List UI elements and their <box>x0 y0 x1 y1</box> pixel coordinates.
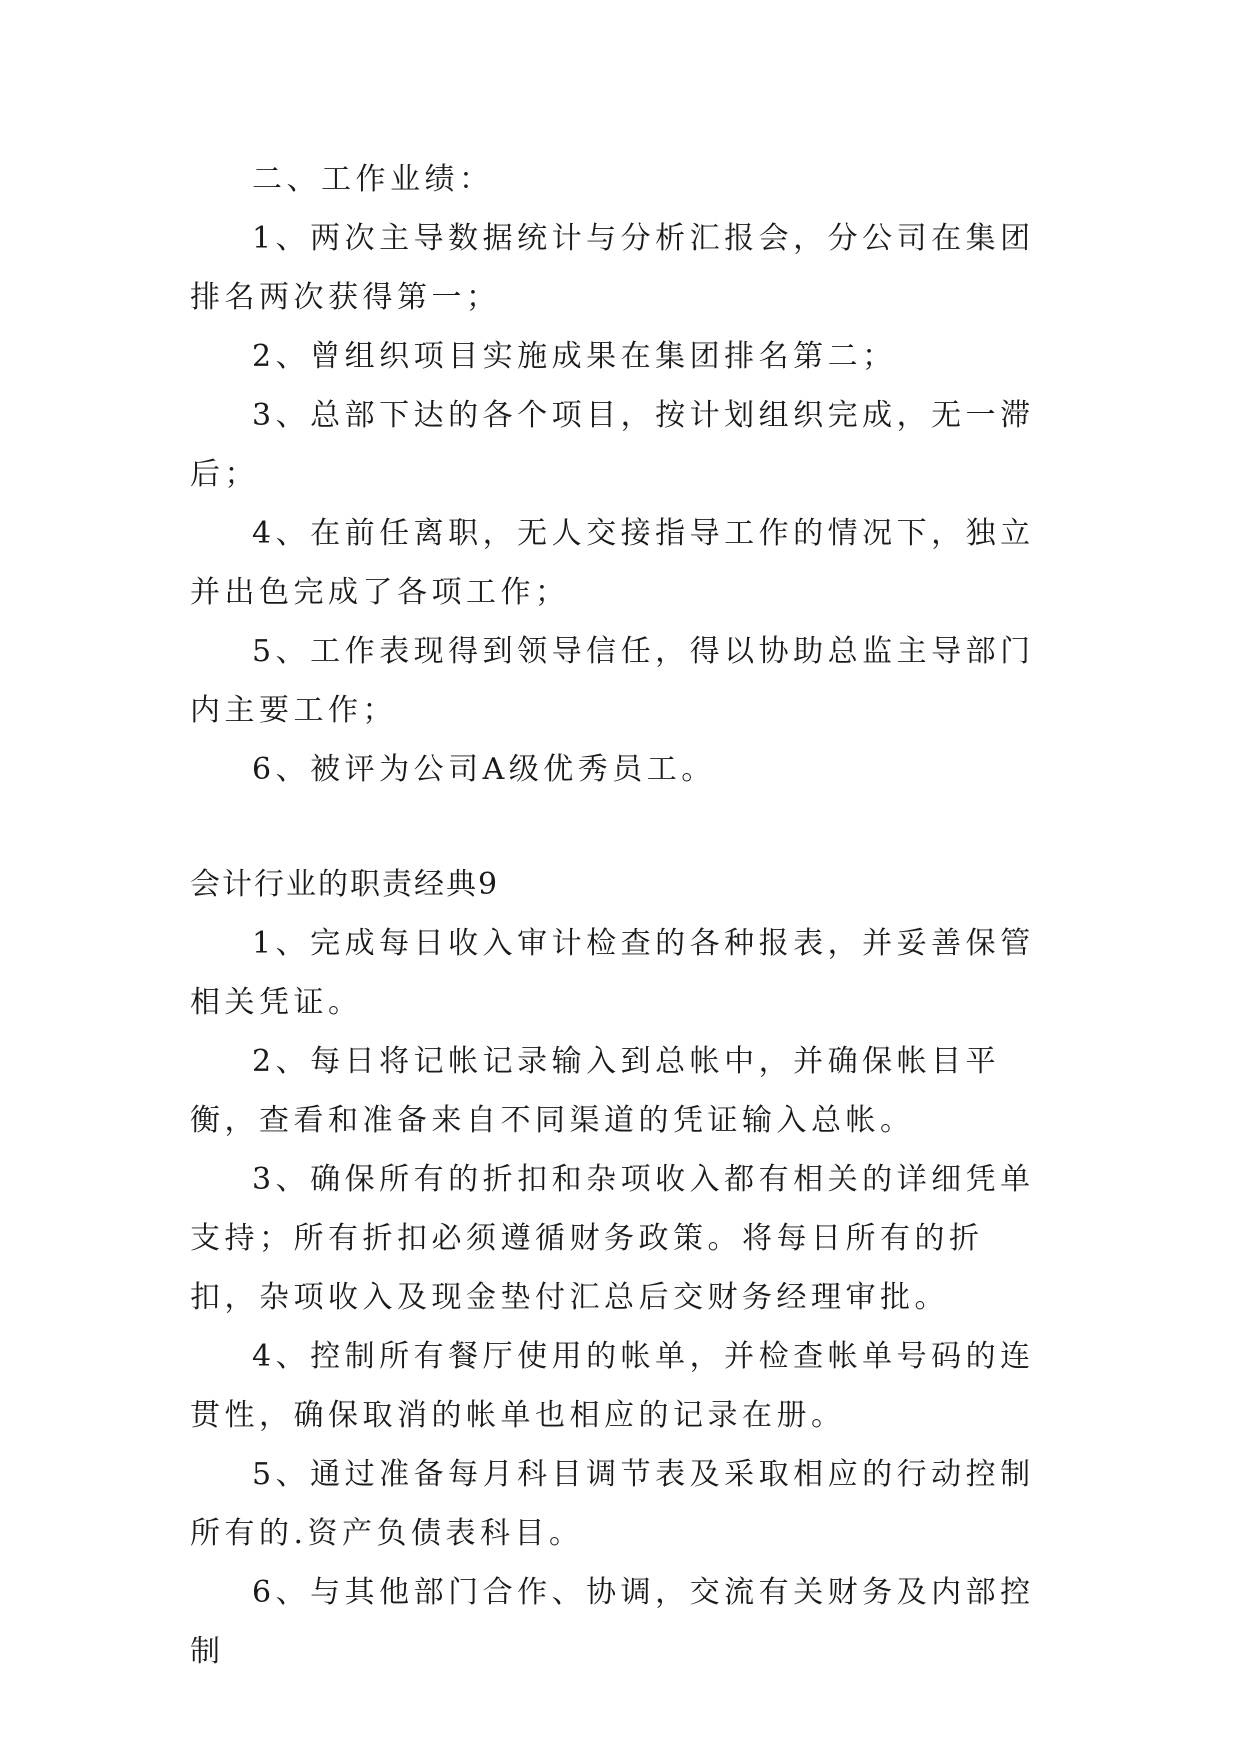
list-item: 1、两次主导数据统计与分析汇报会，分公司在集团排名两次获得第一； <box>190 221 1035 315</box>
section-gap <box>190 799 1050 855</box>
list-item: 5、工作表现得到领导信任，得以协助总监主导部门内主要工作； <box>190 634 1035 728</box>
list-item: 3、确保所有的折扣和杂项收入都有相关的详细凭单支持；所有折扣必须遵循财务政策。将每日所有的折扣，杂项收入及现金垫付汇总后交财务经理审批。 <box>190 1162 1035 1315</box>
section-heading: 会计行业的职责经典9 <box>190 867 500 902</box>
list-item: 4、控制所有餐厅使用的帐单，并检查帐单号码的连贯性，确保取消的帐单也相应的记录在册。 <box>190 1339 1035 1433</box>
list-item: 4、在前任离职，无人交接指导工作的情况下，独立并出色完成了各项工作； <box>190 516 1035 610</box>
list-item: 1、完成每日收入审计检查的各种报表，并妥善保管相关凭证。 <box>190 926 1035 1020</box>
list-item: 2、每日将记帐记录输入到总帐中，并确保帐目平衡，查看和准备来自不同渠道的凭证输入总帐。 <box>190 1044 1001 1138</box>
list-item: 6、被评为公司A级优秀员工。 <box>252 752 716 787</box>
list-item: 5、通过准备每月科目调节表及采取相应的行动控制所有的.资产负债表科目。 <box>190 1457 1035 1551</box>
document-page <box>190 150 1050 1681</box>
list-item: 2、曾组织项目实施成果在集团排名第二； <box>252 339 897 374</box>
section-title: 二、工作业绩： <box>252 162 494 197</box>
list-item: 3、总部下达的各个项目，按计划组织完成，无一滞后； <box>190 398 1035 492</box>
list-item: 6、与其他部门合作、协调，交流有关财务及内部控制 <box>190 1575 1035 1669</box>
